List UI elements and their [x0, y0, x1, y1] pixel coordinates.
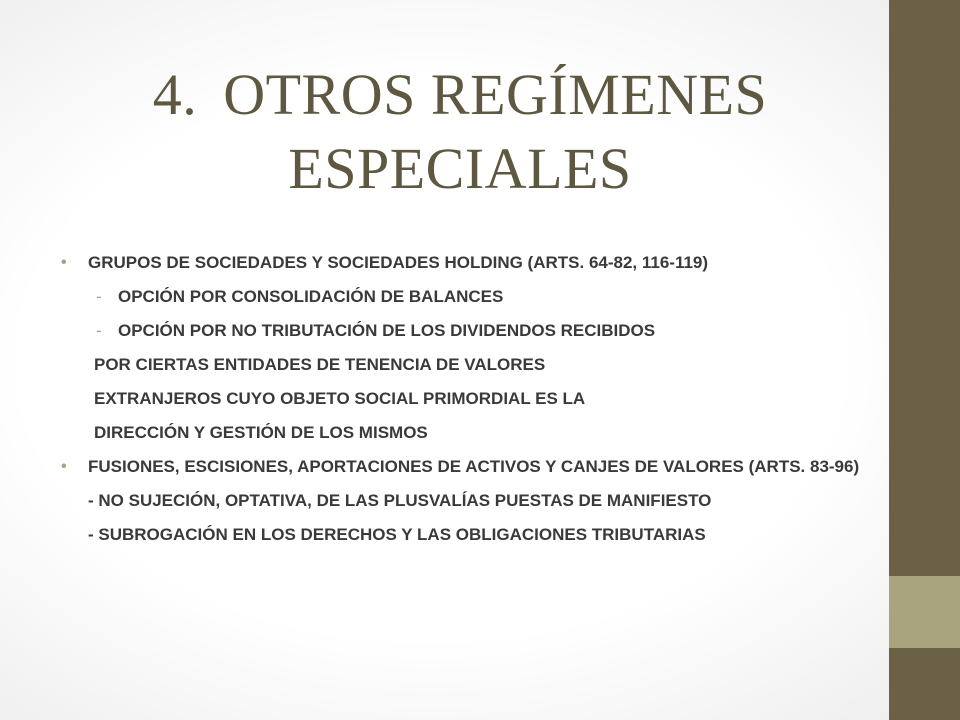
bullet-text: FUSIONES, ESCISIONES, APORTACIONES DE ACTIVOS Y CANJES DE VALORES (ARTS. 83-96) — [88, 457, 860, 476]
continuation-line — [60, 354, 860, 376]
sub-item-consolidacion — [60, 286, 860, 308]
continuation-line — [60, 388, 860, 410]
bullet-icon: • — [61, 254, 67, 271]
sub-item-text: OPCIÓN POR CONSOLIDACIÓN DE BALANCES — [118, 287, 504, 306]
sub-item-no-tributacion — [60, 320, 860, 342]
title-text: OTROS REGÍMENES ESPECIALES — [223, 62, 768, 201]
dash-icon: - — [96, 287, 102, 306]
continuation-text: DIRECCIÓN Y GESTIÓN DE LOS MISMOS — [94, 423, 428, 442]
decorative-side-band-accent — [889, 576, 960, 648]
bullet-item-fusiones — [60, 456, 860, 478]
bullet-text: GRUPOS DE SOCIEDADES Y SOCIEDADES HOLDING (ARTS. 64-82, 116-119) — [88, 253, 709, 272]
continuation-text: POR CIERTAS ENTIDADES DE TENENCIA DE VALORES — [94, 355, 546, 374]
sub-item-no-sujecion — [60, 490, 860, 512]
sub-item-text: OPCIÓN POR NO TRIBUTACIÓN DE LOS DIVIDENDOS RECIBIDOS — [118, 321, 656, 340]
bullet-item-grupos — [60, 252, 860, 274]
slide-title — [60, 58, 860, 206]
title-number: 4. — [152, 62, 198, 127]
continuation-line — [60, 422, 860, 444]
sub-item-text: - SUBROGACIÓN EN LOS DERECHOS Y LAS OBLIGACIONES TRIBUTARIAS — [88, 525, 706, 544]
dash-icon: - — [96, 321, 102, 340]
bullet-icon: • — [61, 458, 67, 475]
sub-item-text: - NO SUJECIÓN, OPTATIVA, DE LAS PLUSVALÍAS PUESTAS DE MANIFIESTO — [88, 491, 712, 510]
sub-item-subrogacion — [60, 524, 860, 546]
continuation-text: EXTRANJEROS CUYO OBJETO SOCIAL PRIMORDIAL ES LA — [94, 389, 586, 408]
slide-body — [60, 252, 860, 558]
